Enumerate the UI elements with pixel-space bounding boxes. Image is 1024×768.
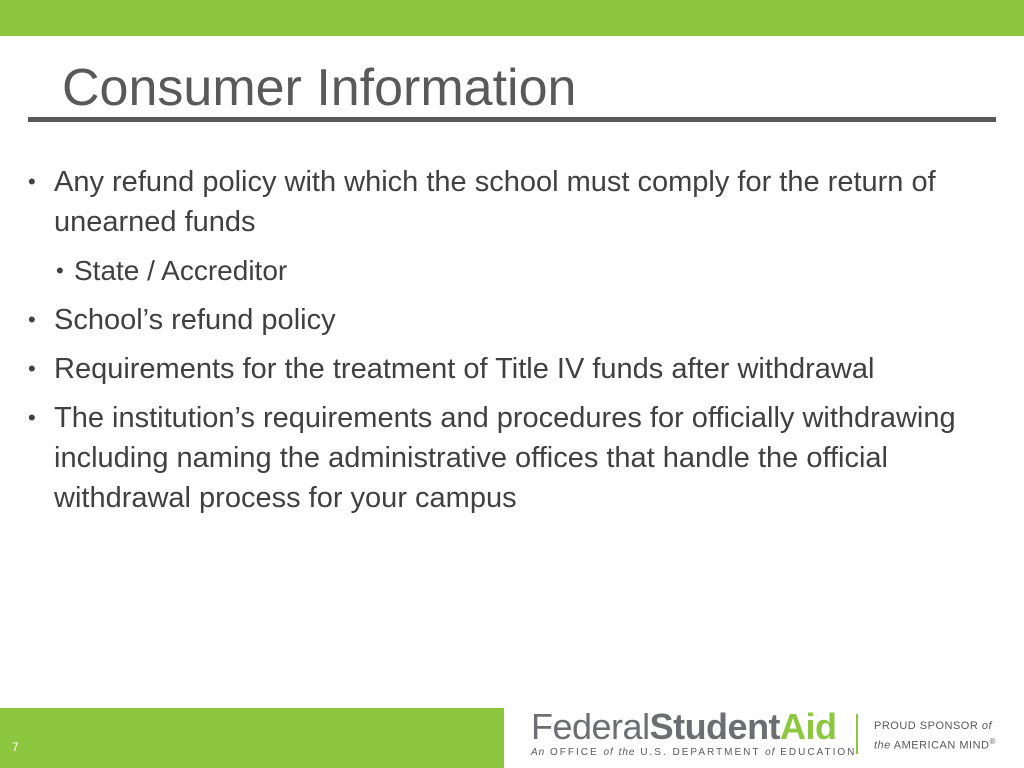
page-number: 7 [12,740,19,754]
logo-tagline-the: the [618,747,636,758]
list-item-text: Requirements for the treatment of Title IV funds after withdrawal [54,353,875,385]
bullet-icon: • [28,307,36,332]
list-item [28,251,978,291]
logo-divider [856,714,858,754]
logo-tagline-education: EDUCATION [780,747,857,758]
logo-tagline-of: of [603,747,614,758]
logo-tagline-of: of [765,747,776,758]
logo-wordmark [531,707,856,747]
slide-title: Consumer Information [62,59,577,117]
list-item [28,300,978,340]
title-underline [28,117,996,122]
bullet-icon: • [56,258,64,283]
logo-tagline [531,747,856,758]
list-item [28,349,978,389]
list-item [28,162,978,242]
list-item-text: State / Accreditor [74,255,288,286]
list-item [28,398,978,518]
logo-student: Student [649,706,781,747]
logo-tagline-an: An [531,747,546,758]
list-item-text: Any refund policy with which the school must comply for the return of unearned funds [54,166,936,238]
header-bar [0,0,1024,36]
bullet-icon: • [28,169,36,194]
sponsor-american-mind: AMERICAN MIND [893,739,990,752]
registered-mark: ® [989,737,996,746]
sponsor-proud: PROUD SPONSOR [874,720,979,732]
sponsor-the: the [874,739,891,752]
sponsor-line-1 [874,719,996,734]
bullet-list [28,162,978,527]
bullet-icon: • [28,405,36,430]
federal-student-aid-logo [531,707,856,758]
logo-federal: Federal [531,706,650,747]
sponsor-of: of [981,720,993,732]
sponsor-text [874,719,996,754]
logo-tagline-office: OFFICE [550,747,599,758]
logo-aid: Aid [780,706,837,747]
logo-tagline-dept: U.S. DEPARTMENT [640,747,761,758]
bullet-icon: • [28,356,36,381]
list-item-text: The institution’s requirements and procedures for officially withdrawing including naming the administrative offices that handle the official withdrawal process for your campus [54,402,956,514]
sponsor-line-2 [874,734,996,754]
footer-bar [0,708,504,768]
list-item-text: School’s refund policy [54,304,336,336]
